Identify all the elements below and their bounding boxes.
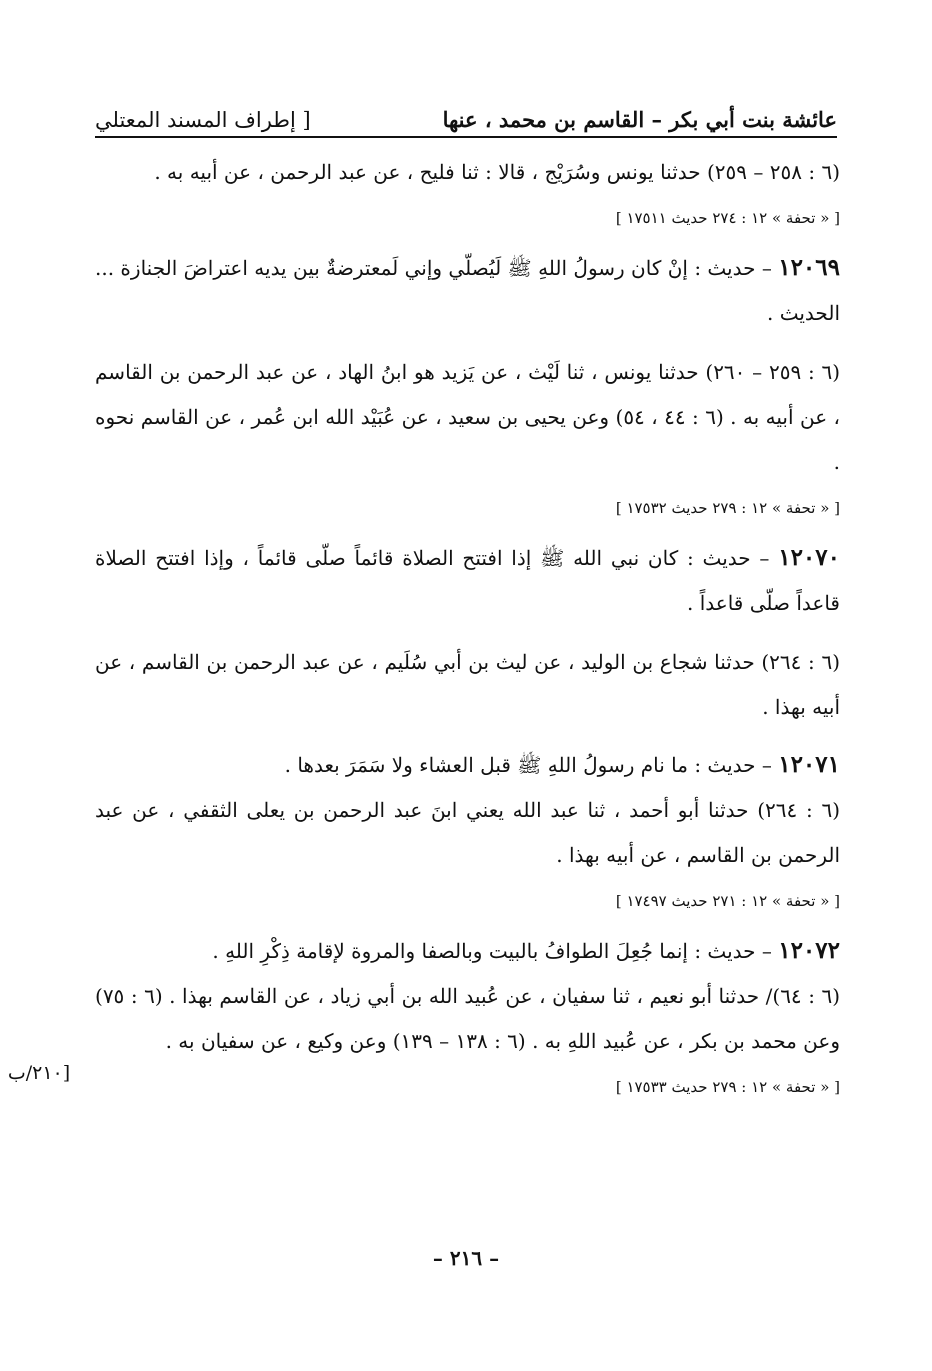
hadith-number: ١٢٠٧٢ xyxy=(778,937,840,964)
hadith-12072 xyxy=(95,928,840,974)
running-header xyxy=(95,96,837,132)
header-book-title: [ إطراف المسند المعتلي xyxy=(95,108,311,132)
page-number: – ٢١٦ – xyxy=(432,1246,500,1270)
source-paragraph: (٦ : ٢٦٤) حدثنا شجاع بن الوليد ، عن ليث بن أبي سُلَيم ، عن عبد الرحمن بن القاسم ، عن أبيه بهذا . xyxy=(95,650,841,719)
page-body xyxy=(95,150,840,1108)
source-paragraph: (٦ : ٢٥٩ – ٢٦٠) حدثنا يونس ، ثنا لَيْث ، عن يَزيد هو ابنُ الهاد ، عن عبد الرحمن بن القاسم ، عن أبيه به . (٦ : ٤٤ ، ٥٤) وعن يحيى بن سعيد ، عن عُبَيْد الله ابن عُمر ، عن القاسم نحوه . xyxy=(95,360,841,474)
tuhfa-reference: [ « تحفة » ١٢ : ٢٧٩ حديث ١٧٥٣٢ ] xyxy=(615,499,840,517)
hadith-text: – حديث : إنْ كان رسولُ اللهِ ﷺ لَيُصلّي وإني لَمعترضةٌ بين يديه اعتراضَ الجنازة ... الحديث . xyxy=(95,256,840,325)
header-rule xyxy=(95,136,837,138)
hadith-12071 xyxy=(95,742,840,788)
source-paragraph: (٦ : ٢٦٤) حدثنا أبو أحمد ، ثنا عبد الله يعني ابنَ عبد الرحمن بن يعلى الثقفي ، عن عبد الرحمن بن القاسم ، عن أبيه بهذا . xyxy=(95,798,840,867)
source-paragraph: (٦ : ٢٥٨ – ٢٥٩) حدثنا يونس وسُرَيْج ، قالا : ثنا فليح ، عن عبد الرحمن ، عن أبيه به . xyxy=(154,160,840,184)
header-title: عائشة بنت أبي بكر – القاسم بن محمد ، عنها xyxy=(442,107,837,132)
tuhfa-reference: [ « تحفة » ١٢ : ٢٧١ حديث ١٧٤٩٧ ] xyxy=(615,892,840,910)
hadith-number: ١٢٠٧٠ xyxy=(778,544,840,571)
hadith-number: ١٢٠٦٩ xyxy=(778,254,840,281)
source-paragraph: (٦ : ٦٤)/ حدثنا أبو نعيم ، ثنا سفيان ، عن عُبيد الله بن أبي زياد ، عن القاسم بهذا . (٦ : ٧٥) وعن محمد بن بكر ، عن عُبيد اللهِ به . (٦ : ١٣٨ – ١٣٩) وعن وكيع ، عن سفيان به . xyxy=(95,984,841,1053)
hadith-12070 xyxy=(95,535,840,626)
hadith-text: – حديث : كان نبي الله ﷺ إذا افتتح الصلاة قائماً صلّى قائماً ، وإذا افتتح الصلاة قاعداً صلّى قاعداً . xyxy=(95,546,840,615)
hadith-12069 xyxy=(95,245,840,336)
margin-folio-note: [٢١٠/ب xyxy=(7,1062,71,1084)
hadith-text: – حديث : ما نام رسولُ اللهِ ﷺ قبل العشاء ولا سَمَرَ بعدها . xyxy=(284,753,772,777)
tuhfa-reference: [ « تحفة » ١٢ : ٢٧٤ حديث ١٧٥١١ ] xyxy=(615,209,840,227)
tuhfa-reference: [ « تحفة » ١٢ : ٢٧٩ حديث ١٧٥٣٣ ] xyxy=(615,1078,840,1096)
hadith-number: ١٢٠٧١ xyxy=(778,751,840,778)
hadith-text: – حديث : إنما جُعِلَ الطوافُ بالبيت وبالصفا والمروة لإقامة ذِكْرِ اللهِ . xyxy=(212,939,772,963)
